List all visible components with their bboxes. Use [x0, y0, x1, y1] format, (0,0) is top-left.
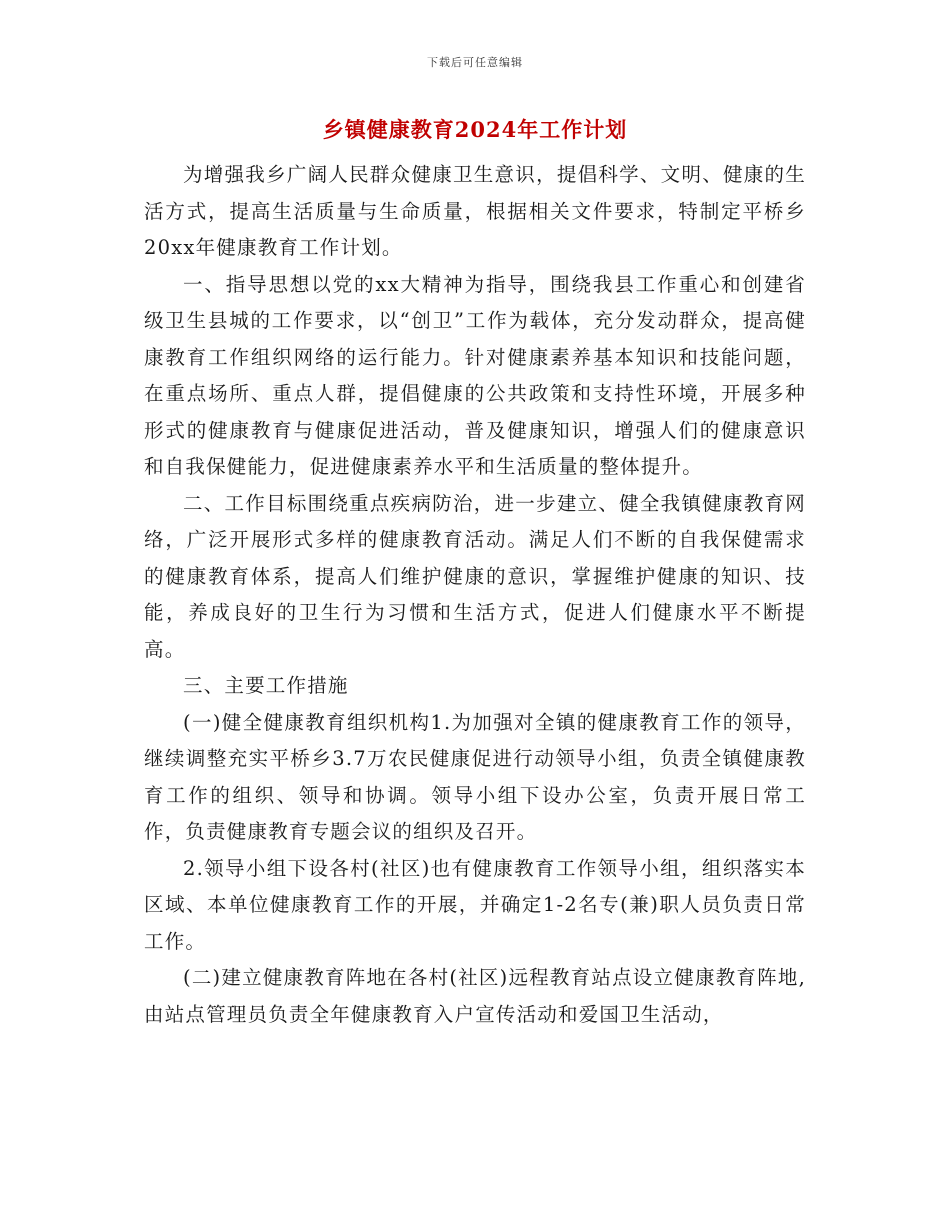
header-note: 下载后可任意编辑: [427, 56, 523, 69]
document-title: 乡镇健康教育2024年工作计划: [322, 117, 628, 142]
paragraph-intro: 为增强我乡广阔人民群众健康卫生意识，提倡科学、文明、健康的生活方式，提高生活质量与生命质量，根据相关文件要求，特制定平桥乡20xx年健康教育工作计划。: [144, 163, 806, 259]
paragraph-guiding-ideology: 一、指导思想以党的xx大精神为指导，围绕我县工作重心和创建省级卫生县城的工作要求，以“创卫”工作为载体，充分发动群众，提高健康教育工作组织网络的运行能力。针对健康素养基本知识和技能问题，在重点场所、重点人群，提倡健康的公共政策和支持性环境，开展多种形式的健康教育与健康促进活动，普及健康知识，增强人们的健康意识和自我保健能力，促进健康素养水平和生活质量的整体提升。: [144, 272, 806, 478]
document-body: [144, 157, 806, 1033]
paragraph-main-measures-heading: 三、主要工作措施: [183, 674, 349, 697]
paragraph-measure-1: (一)健全健康教育组织机构1.为加强对全镇的健康教育工作的领导，继续调整充实平桥乡3.7万农民健康促进行动领导小组，负责全镇健康教育工作的组织、领导和协调。领导小组下设办公室，负责开展日常工作，负责健康教育专题会议的组织及召开。: [144, 710, 806, 843]
paragraph-measure-2: (二)建立健康教育阵地在各村(社区)远程教育站点设立健康教育阵地,由站点管理员负责全年健康教育入户宣传活动和爱国卫生活动，: [144, 966, 806, 1026]
paragraph-measure-1-2: 2.领导小组下设各村(社区)也有健康教育工作领导小组，组织落实本区域、本单位健康教育工作的开展，并确定1-2名专(兼)职人员负责日常工作。: [144, 856, 806, 953]
paragraph-work-goals: 二、工作目标围绕重点疾病防治，进一步建立、健全我镇健康教育网络，广泛开展形式多样的健康教育活动。满足人们不断的自我保健需求的健康教育体系，提高人们维护健康的意识，掌握维护健康的知识、技能，养成良好的卫生行为习惯和生活方式，促进人们健康水平不断提高。: [144, 491, 806, 661]
